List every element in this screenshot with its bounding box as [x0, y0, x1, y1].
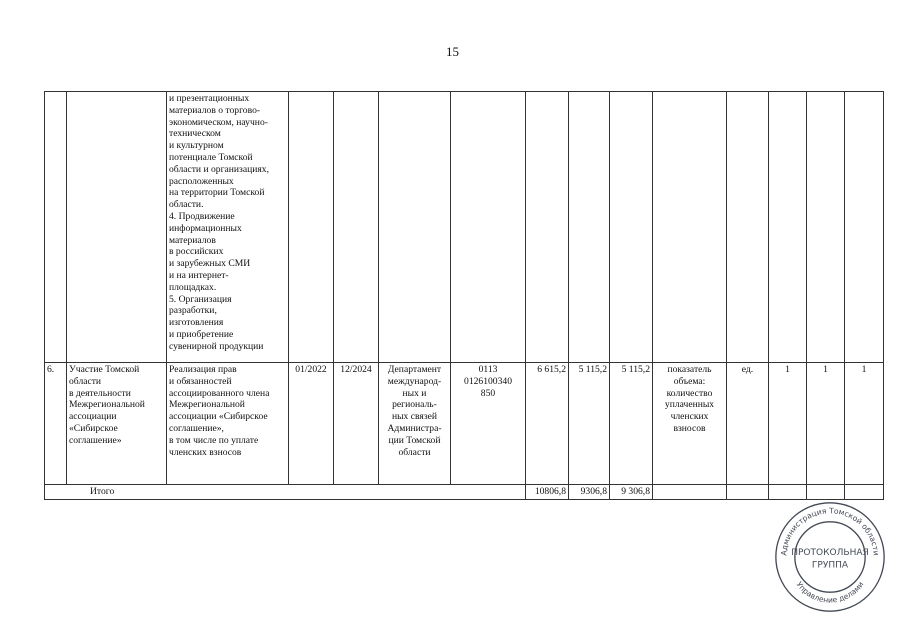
cell-year1: 6 615,2 — [526, 363, 569, 485]
stamp-ring-bottom: Управление делами — [794, 579, 866, 605]
total-empty — [845, 485, 884, 500]
stamp-seal — [773, 500, 887, 614]
cell-code: 0113 0126100340 850 — [451, 363, 526, 485]
cell-number: 6. — [45, 363, 67, 485]
cell-year1 — [526, 92, 569, 363]
cell-year3: 5 115,2 — [610, 363, 653, 485]
cell-activities: Реализация прав и обязанностей ассоциированного члена Межрегиональной ассоциации «Сибирское соглашение», в том числе по уплате членских взносов — [167, 363, 289, 485]
cell-value3 — [845, 92, 884, 363]
stamp-line1: ПРОТОКОЛЬНАЯ — [791, 548, 869, 559]
stamp-line2: ГРУППА — [811, 560, 849, 571]
page-number: 15 — [446, 44, 459, 59]
cell-start — [289, 92, 334, 363]
total-empty — [727, 485, 769, 500]
cell-value1: 1 — [769, 363, 807, 485]
total-empty — [807, 485, 845, 500]
cell-executor — [379, 92, 451, 363]
program-table — [44, 91, 884, 500]
cell-measure — [67, 92, 167, 363]
stamp-ink — [776, 503, 884, 611]
total-empty — [769, 485, 807, 500]
cell-start: 01/2022 — [289, 363, 334, 485]
cell-value2 — [807, 92, 845, 363]
cell-value1 — [769, 92, 807, 363]
cell-year2: 5 115,2 — [569, 363, 610, 485]
cell-measure: Участие Томской области в деятельности Межрегиональной ассоциации «Сибирское соглашение» — [67, 363, 167, 485]
total-empty — [653, 485, 727, 500]
total-year2: 9306,8 — [569, 485, 610, 500]
total-year1: 10806,8 — [526, 485, 569, 500]
cell-indicator: показатель объема: количество уплаченных членских взносов — [653, 363, 727, 485]
cell-indicator — [653, 92, 727, 363]
cell-year3 — [610, 92, 653, 363]
cell-activities: и презентационных материалов о торгово- экономическом, научно- техническом и культурном потенциале Томской области и организациях, расположенных на территории Томской области. 4. Продвижение информационных материалов в российских и зарубежных СМИ и на интернет- площадках. 5. Организация разработки, изготовления и приобретение сувенирной продукции — [167, 92, 289, 363]
cell-executor: Департамент международ- ных и региональ- ных связей Администра- ции Томской области — [379, 363, 451, 485]
cell-code — [451, 92, 526, 363]
table-row — [45, 92, 884, 363]
total-label: Итого — [45, 485, 526, 500]
cell-unit — [727, 92, 769, 363]
total-row — [45, 485, 884, 500]
cell-end — [334, 92, 379, 363]
cell-end: 12/2024 — [334, 363, 379, 485]
cell-value3: 1 — [845, 363, 884, 485]
cell-value2: 1 — [807, 363, 845, 485]
cell-number — [45, 92, 67, 363]
cell-year2 — [569, 92, 610, 363]
table-row — [45, 363, 884, 485]
stamp-ring-text: Администрация Томской области — [779, 506, 881, 556]
total-year3: 9 306,8 — [610, 485, 653, 500]
cell-unit: ед. — [727, 363, 769, 485]
